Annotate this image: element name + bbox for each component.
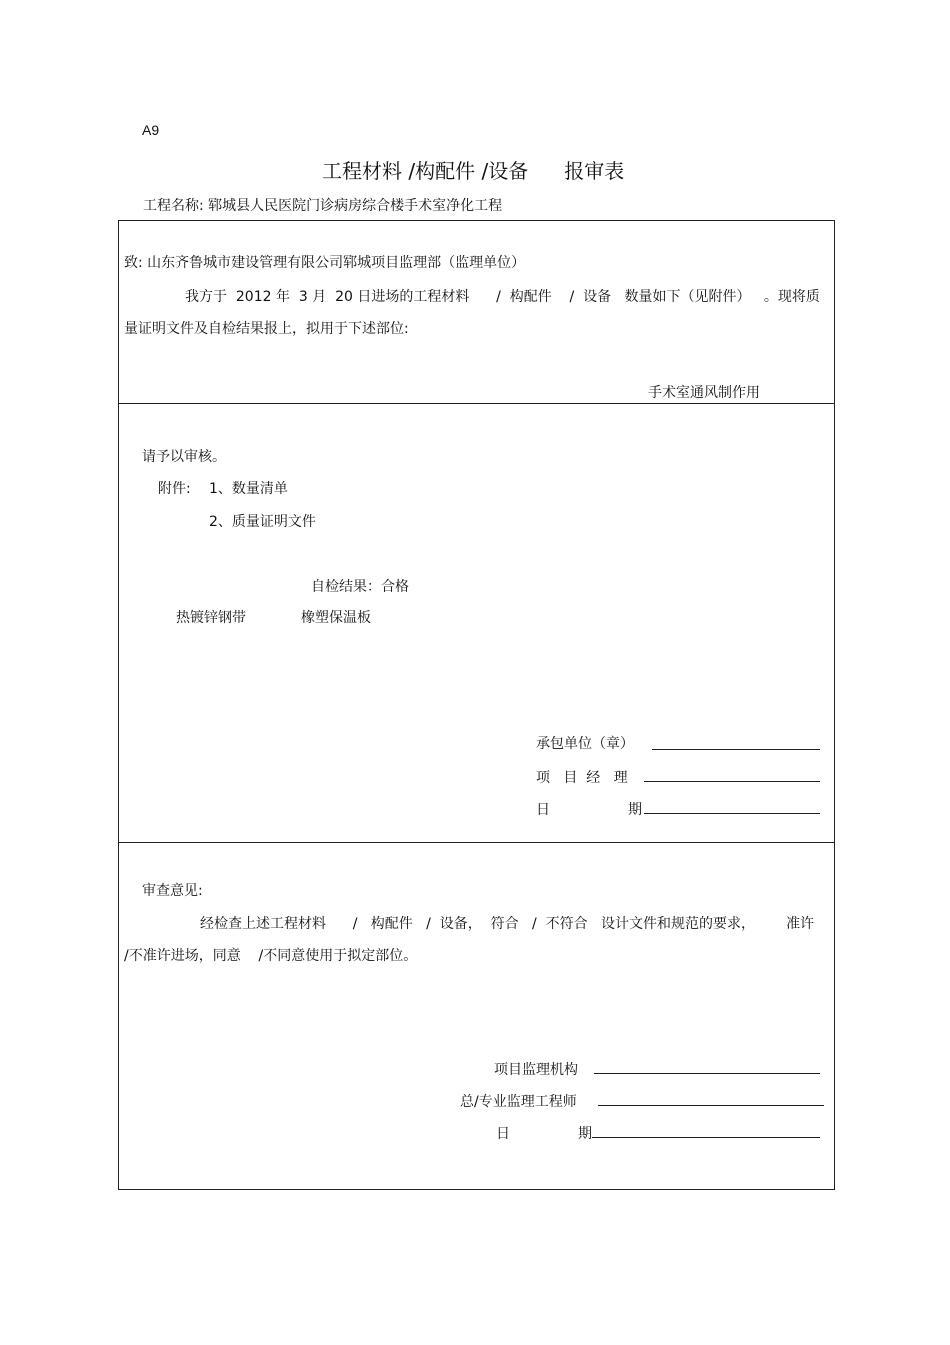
- contractor-date-label-a: 日: [536, 802, 550, 818]
- material-item-1: 热镀锌钢带: [176, 610, 246, 626]
- opinion-line-1: 经检查上述工程材料 / 构配件 / 设备， 符合 / 不符合 设计文件和规范的要求， 准许: [200, 916, 815, 932]
- supervision-org-label: 项目监理机构: [494, 1062, 578, 1078]
- contractor-date-line[interactable]: [644, 813, 820, 814]
- attachment-item-1: 1、数量清单: [209, 481, 288, 497]
- recipient-value: 山东齐鲁城市建设管理有限公司郓城项目监理部（监理单位）: [147, 255, 526, 271]
- title-suffix: 报审表: [564, 159, 625, 183]
- page-title: [322, 155, 624, 184]
- title-main: 工程材料 /构配件 /设备: [322, 159, 529, 183]
- self-check-result: 自检结果：合格: [311, 579, 409, 595]
- project-label: 工程名称:: [143, 198, 204, 214]
- form-table: [118, 220, 835, 1190]
- supervision-date-label-a: 日: [496, 1126, 510, 1142]
- material-item-2: 橡塑保温板: [301, 610, 371, 626]
- recipient-label: 致:: [124, 255, 143, 271]
- supervision-date-line[interactable]: [592, 1137, 820, 1138]
- project-manager-signature-line[interactable]: [644, 781, 820, 782]
- submission-paragraph-line2: 量证明文件及自检结果报上，拟用于下述部位:: [124, 321, 409, 337]
- project-name: 郓城县人民医院门诊病房综合楼手术室净化工程: [208, 198, 503, 214]
- form-code: A9: [142, 122, 160, 138]
- opinion-label: 审查意见:: [142, 883, 203, 899]
- opinion-line-2: /不准许进场，同意 /不同意使用于拟定部位。: [124, 948, 418, 964]
- section-divider-2: [118, 842, 835, 843]
- section-divider-1: [118, 403, 835, 404]
- usage-location: 手术室通风制作用: [648, 385, 760, 401]
- contractor-label: 承包单位（章）: [536, 736, 634, 752]
- project-name-line: [143, 195, 502, 215]
- submission-paragraph-line1: 我方于 2012 年 3 月 20 日进场的工程材料 / 构配件 / 设备 数量如下（见附件） 。现将质: [185, 289, 820, 305]
- project-manager-label: 项 目 经 理: [536, 770, 628, 786]
- recipient-line: [124, 252, 525, 272]
- contractor-date-label-b: 期: [628, 802, 642, 818]
- review-request: 请予以审核。: [142, 449, 226, 465]
- supervision-org-signature-line[interactable]: [594, 1073, 820, 1074]
- supervising-engineer-signature-line[interactable]: [598, 1105, 824, 1106]
- attachment-item-2: 2、质量证明文件: [209, 514, 316, 530]
- supervising-engineer-label: 总/专业监理工程师: [460, 1094, 577, 1110]
- contractor-signature-line[interactable]: [652, 749, 820, 750]
- attachment-label: 附件:: [158, 481, 191, 497]
- supervision-date-label-b: 期: [578, 1126, 592, 1142]
